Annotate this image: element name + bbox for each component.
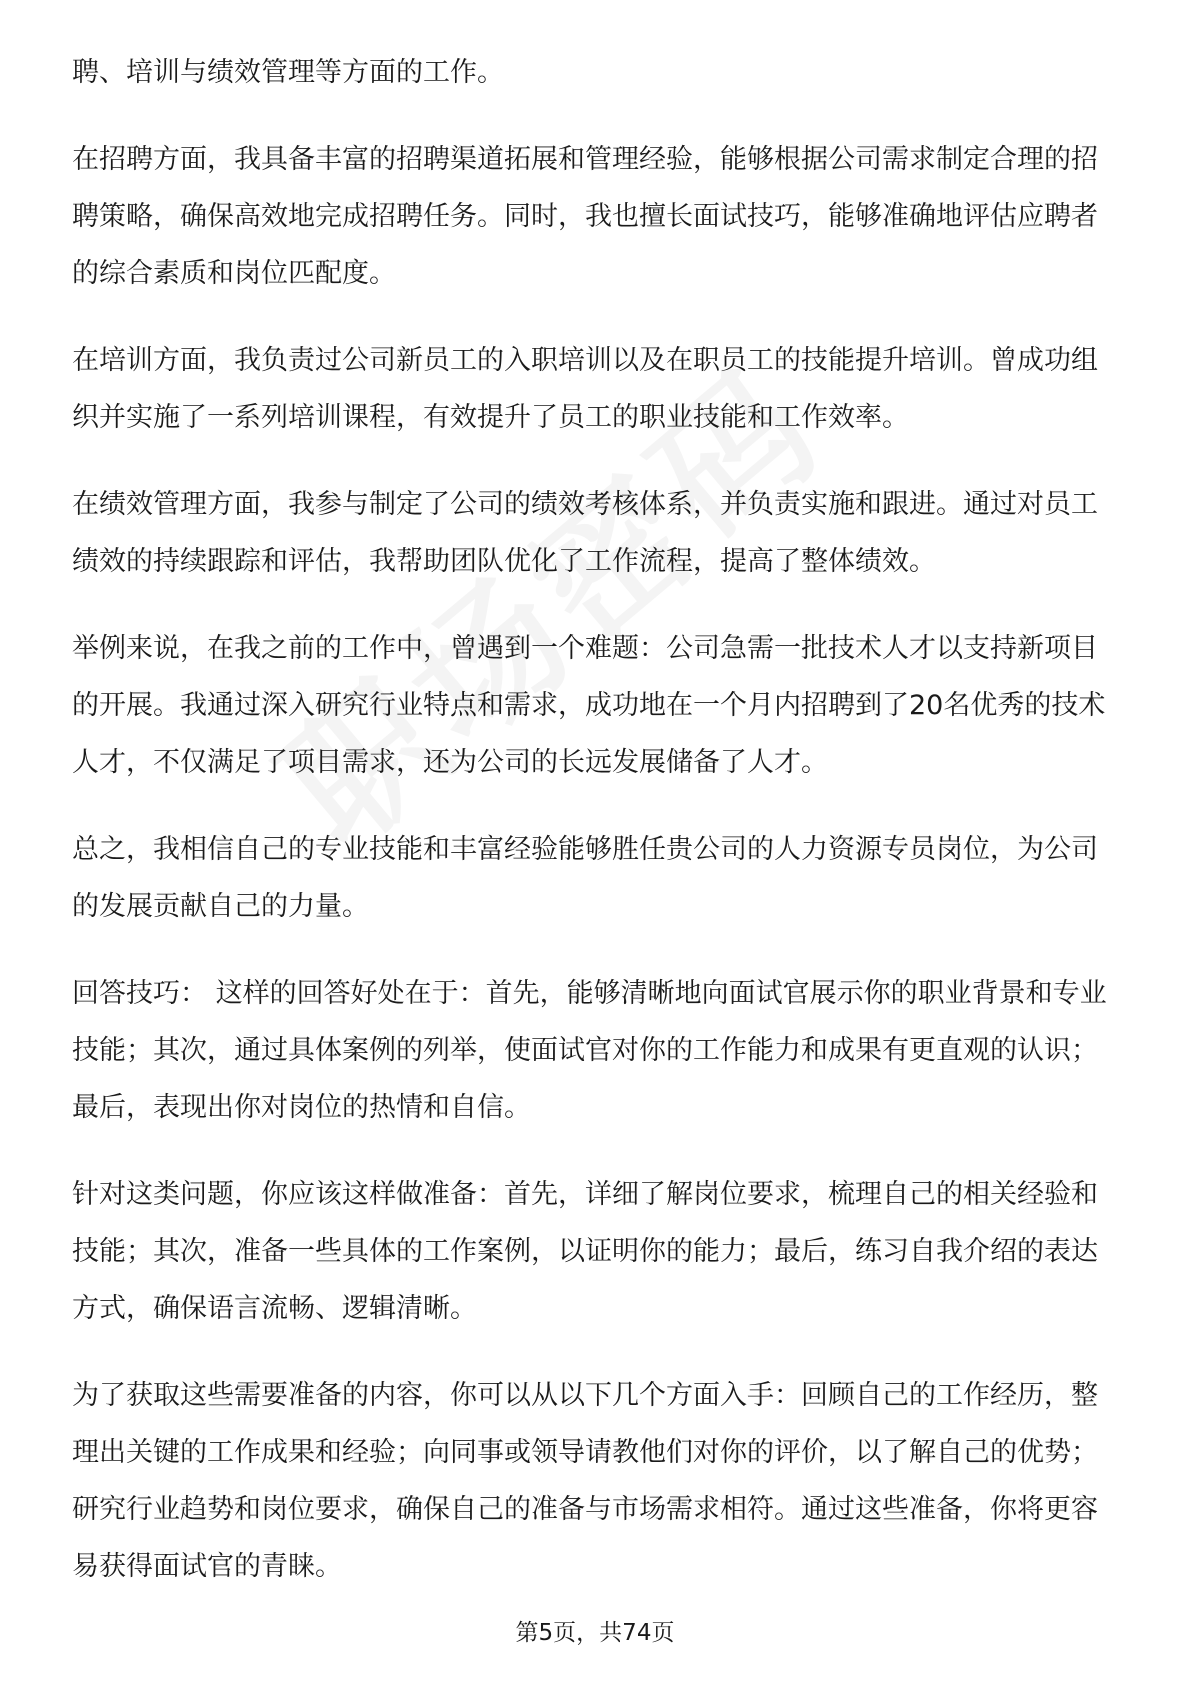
paragraph-9: 为了获取这些需要准备的内容，你可以从以下几个方面入手：回顾自己的工作经历，整理出关键的工作成果和经验；向同事或领导请教他们对你的评价，以了解自己的优势；研究行业趋势和岗位要求，确保自己的准备与市场需求相符。通过这些准备，你将更容易获得面试官的青睐。 [72, 1380, 1098, 1582]
page-number: 第5页，共74页 [515, 1620, 675, 1646]
document-body [72, 44, 1122, 1625]
paragraph-2: 在招聘方面，我具备丰富的招聘渠道拓展和管理经验，能够根据公司需求制定合理的招聘策略，确保高效地完成招聘任务。同时，我也擅长面试技巧，能够准确地评估应聘者的综合素质和岗位匹配度。 [72, 144, 1098, 289]
paragraph-6: 总之，我相信自己的专业技能和丰富经验能够胜任贵公司的人力资源专员岗位，为公司的发展贡献自己的力量。 [72, 834, 1098, 922]
paragraph-5: 举例来说，在我之前的工作中，曾遇到一个难题：公司急需一批技术人才以支持新项目的开展。我通过深入研究行业特点和需求，成功地在一个月内招聘到了20名优秀的技术人才，不仅满足了项目需求，还为公司的长远发展储备了人才。 [72, 633, 1106, 778]
paragraph-7: 回答技巧： 这样的回答好处在于：首先，能够清晰地向面试官展示你的职业背景和专业技能；其次，通过具体案例的列举，使面试官对你的工作能力和成果有更直观的认识；最后，表现出你对岗位的热情和自信。 [72, 978, 1107, 1123]
paragraph-4: 在绩效管理方面，我参与制定了公司的绩效考核体系，并负责实施和跟进。通过对员工绩效的持续跟踪和评估，我帮助团队优化了工作流程，提高了整体绩效。 [72, 489, 1098, 577]
paragraph-1: 聘、培训与绩效管理等方面的工作。 [72, 57, 504, 88]
paragraph-3: 在培训方面，我负责过公司新员工的入职培训以及在职员工的技能提升培训。曾成功组织并实施了一系列培训课程，有效提升了员工的职业技能和工作效率。 [72, 345, 1098, 433]
paragraph-8: 针对这类问题，你应该这样做准备：首先，详细了解岗位要求，梳理自己的相关经验和技能；其次，准备一些具体的工作案例，以证明你的能力；最后，练习自我介绍的表达方式，确保语言流畅、逻辑清晰。 [72, 1179, 1098, 1324]
